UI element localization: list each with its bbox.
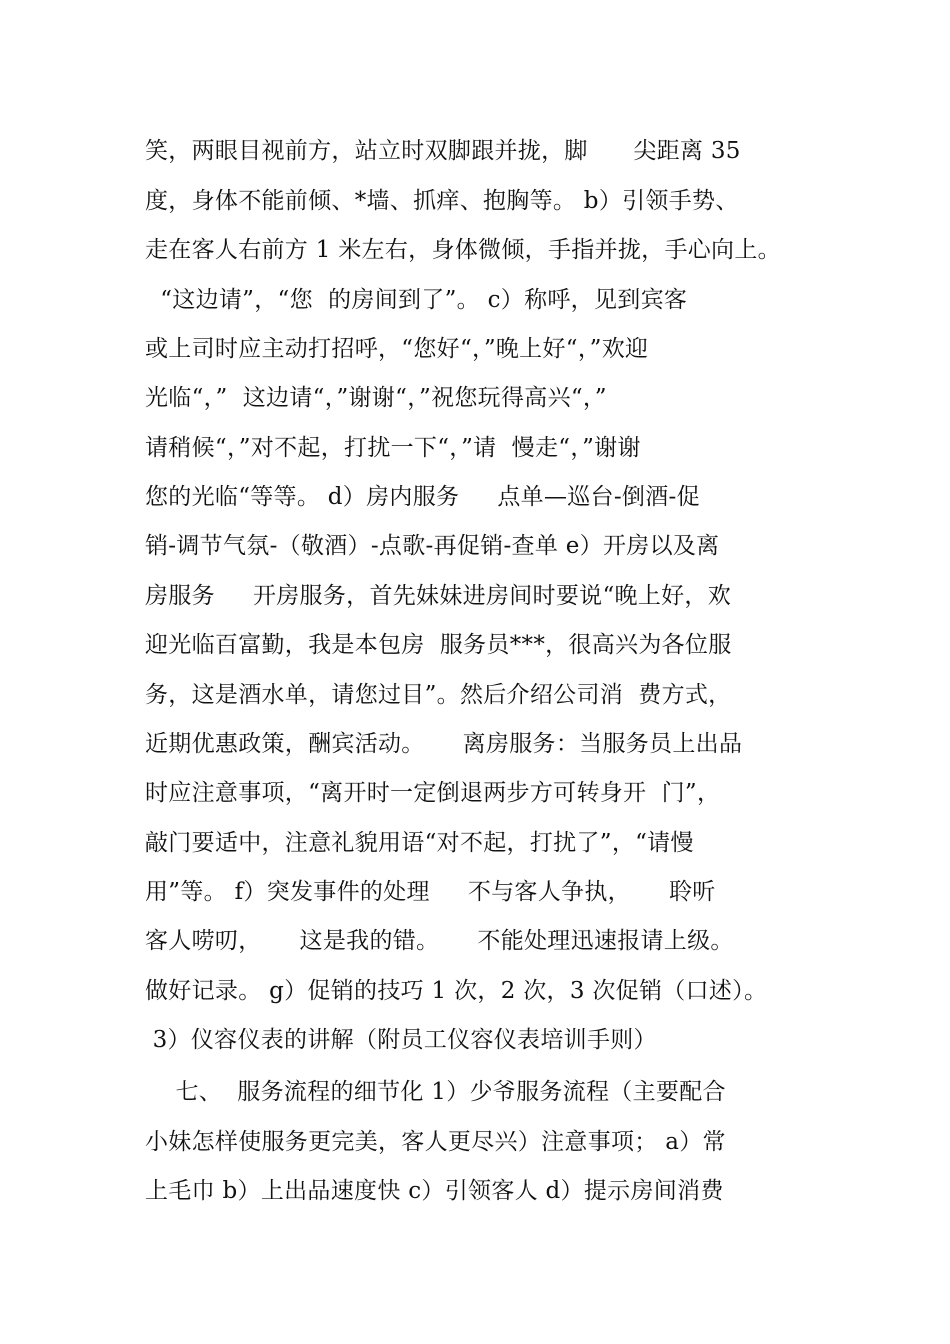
text-line: 敲门要适中，注意礼貌用语“对不起，打扰了”，“请慢	[145, 830, 694, 856]
text-line: 做好记录。 g）促销的技巧 1 次，2 次，3 次促销（口述）。	[145, 978, 768, 1004]
text-line: 客人唠叨， 这是我的错。 不能处理迅速报请上级。	[145, 928, 734, 954]
text-line: 用”等。 f）突发事件的处理 不与客人争执， 聆听	[145, 879, 716, 905]
text-line: 小妹怎样使服务更完美，客人更尽兴）注意事项； a）常	[145, 1129, 726, 1155]
text-line: 或上司时应主动打招呼，“您好“，”晚上好“，”欢迎	[145, 336, 649, 362]
text-line: “这边请”，“您 的房间到了”。 c）称呼，见到宾客	[145, 287, 688, 313]
text-line: 务，这是酒水单，请您过目”。然后介绍公司消 费方式，	[145, 682, 732, 708]
text-line: 近期优惠政策，酬宾活动。 离房服务：当服务员上出品	[145, 731, 743, 757]
text-line: 销-调节气氛-（敬酒）-点歌-再促销-查单 e）开房以及离	[145, 533, 720, 559]
text-line: 笑，两眼目视前方，站立时双脚跟并拢，脚 尖距离 35	[145, 138, 741, 164]
text-line: 房服务 开房服务，首先妹妹进房间时要说“晚上好，欢	[145, 583, 732, 609]
text-line: 请稍候“，”对不起，打扰一下“，”请 慢走“，”谢谢	[145, 435, 641, 461]
text-line: 时应注意事项，“离开时一定倒退两步方可转身开 门”，	[145, 780, 721, 806]
text-line: 上毛巾 b）上出品速度快 c）引领客人 d）提示房间消费	[145, 1178, 724, 1204]
text-line: 走在客人右前方 1 米左右，身体微倾，手指并拢，手心向上。	[145, 237, 781, 263]
text-line: 七、 服务流程的细节化 1）少爷服务流程（主要配合	[145, 1079, 726, 1105]
text-line: 迎光临百富勤，我是本包房 服务员***，很高兴为各位服	[145, 632, 732, 658]
text-line: 光临“，” 这边请“，”谢谢“，”祝您玩得高兴“，”	[145, 385, 607, 411]
text-line: 3）仪容仪表的讲解（附员工仪容仪表培训手则）	[145, 1027, 657, 1053]
text-line: 您的光临“等等。 d）房内服务 点单—巡台-倒酒-促	[145, 484, 700, 510]
text-line: 度，身体不能前倾、*墙、抓痒、抱胸等。 b）引领手势、	[145, 188, 739, 214]
